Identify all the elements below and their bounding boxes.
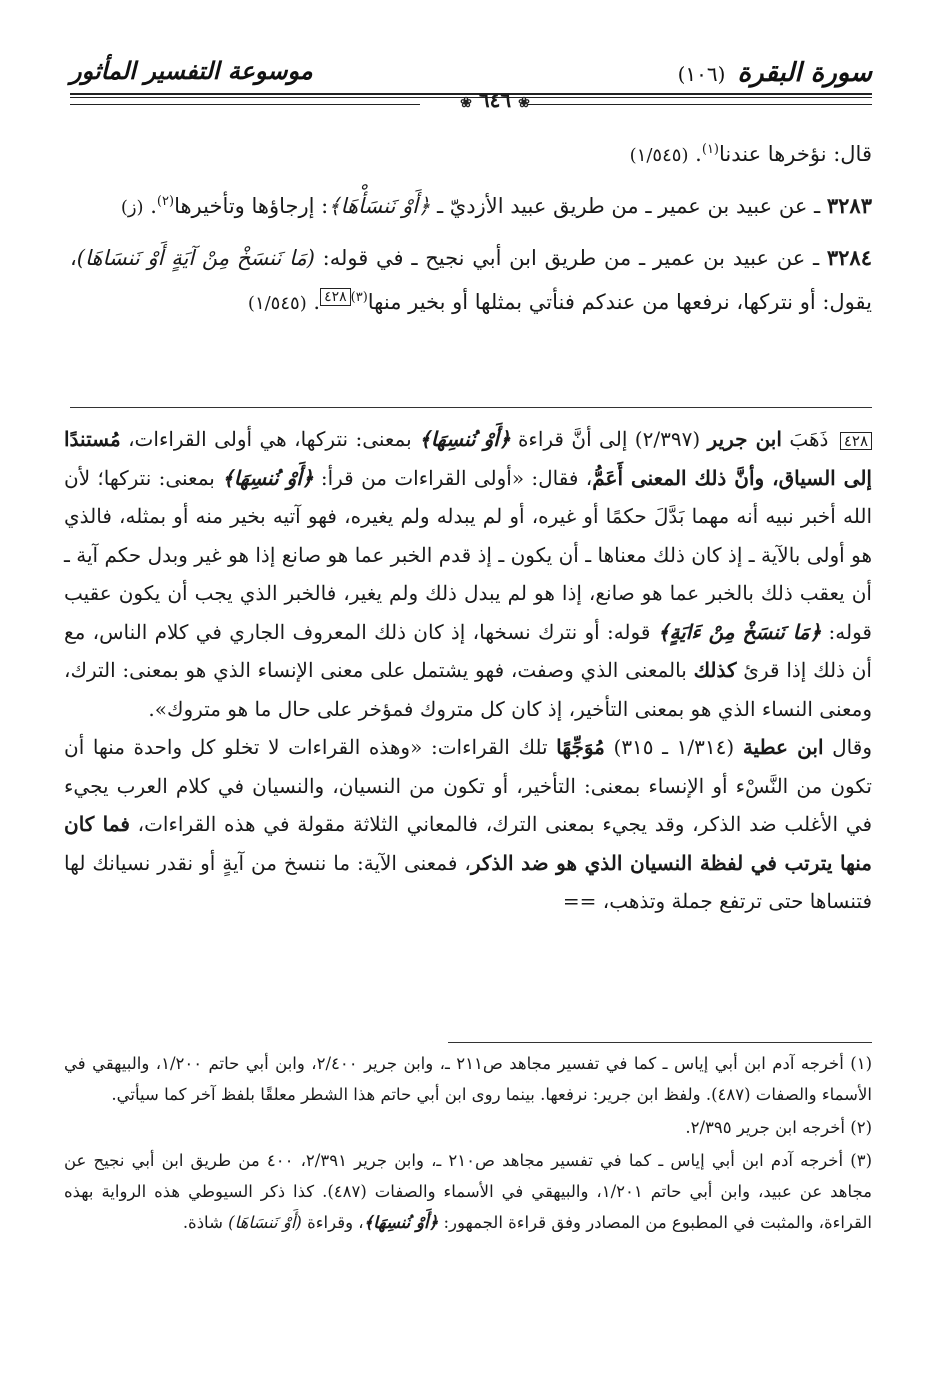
commentary-box-number: ٤٢٨ [840,432,872,450]
narration-chain: ـ عن عبيد بن عمير ـ من طريق ابن أبي نجيح ـ في قوله: [314,246,827,270]
source-reference: (١/٥٤٥) [629,145,689,166]
quran-quote: (مَا نَنسَخْ مِنْ آيَةٍ أَوْ نَنسَاهَا) [76,246,315,270]
narration-text: : إرجاؤها وتأخيرها [174,194,329,218]
quran-quote: ﴿أَوْ نَنسَأْهَا﴾ [328,194,431,218]
text: شاذة. [182,1213,229,1232]
source-reference: (١/٥٤٥) [247,293,307,314]
footnotes [64,1048,872,1240]
quran-quote: ﴿أَوْ نُنسِهَا﴾ [222,465,314,490]
main-text [70,132,872,332]
surah-heading [678,58,872,88]
book-title: موسوعة التفسير المأثور [70,56,313,85]
continuation-line [70,132,872,178]
footnote-separator [448,1042,872,1043]
text: ، وقراءة [301,1213,364,1232]
scholar-name: ابن عطية [742,735,824,759]
footnote-2: (٢) أخرجه ابن جرير ٢/٣٩٥. [685,1118,872,1137]
continuation-text: قال: نؤخرها عندنا [719,142,872,166]
page-number-rule-left [70,104,420,105]
text: (٢/٣٩٧) إلى أنَّ قراءة [510,427,708,451]
quran-quote: ﴿أَوْ نُنسِهَا﴾ [363,1213,439,1232]
text: (١/٣١٤ ـ ٣١٥) [604,735,743,759]
commentary-box-marker: ٤٢٨ [320,288,351,306]
text: بمعنى: نتركها، هي أولى القراءات، [120,427,420,451]
commentary-ibn-atiyya [64,728,872,921]
surah-title: سورة البقرة [737,58,872,88]
footnote-marker: (٢) [156,194,175,209]
text: بالمعنى الذي وصفت، فهو يشتمل على معنى الإنساء الذي هو بمعنى: الترك، ومعنى النساء الذي هو بمعنى التأخير، إذ كان كل متروك فمؤخر على حال ما هو متروك». [64,658,872,721]
source-reference: (ز) [120,197,144,218]
commentary-separator [70,407,872,408]
narration-text: ، يقول: أو نتركها، نرفعها من عندكم فنأتي بمثلها أو بخير منها [70,246,872,314]
verse-reference: (١٠٦) [677,62,726,86]
narration-chain: ـ عن عبيد بن عمير ـ من طريق عبيد الأزديّ ـ [430,194,827,218]
text: ، فقال: «أولى القراءات من قرأ: [313,465,593,490]
narration-number: ٣٢٨٤ [826,245,872,270]
commentary-section [64,420,872,921]
emphasis: مُوَجِّهًا [556,735,605,759]
emphasis: كذلك [693,658,737,682]
text: تلك القراءات: «وهذه القراءات لا تخلو كل واحدة منها أن تكون من النَّسْء أو الإنساء بمعنى: التأخير، أو تكون من النسيان، والنسيان في كلام العرب يجيء في الأغلب ضد الذكر، وقد يجيء بمعنى الترك، فالمعاني الثلاثة مقولة في هذه القراءات، [64,735,873,836]
text: ذَهَبَ [781,427,836,451]
ornament-icon: ❀ [460,95,472,111]
text: بمعنى: نتركها؛ لأن الله أخبر نبيه أنه مهما بَدَّلَ حكمًا أو غيره، أو لم يبدله ولم يغيره، فهو آتيه بخير منه أو بمثله، فالذي هو أولى بالآية ـ إذ كان ذلك معناها ـ أن يكون ـ إذ قدم الخبر عما هو صانع إذا هو غير وبدل حكم آية ـ أن يعقب ذلك بالخبر عما هو صانع، إذا هو لم يبدل ذلك ولم يغير، فالخبر الذي يجب أن يكون عقيب قوله: [64,465,872,644]
book-heading [70,56,313,85]
emphasis: مُستندًا إلى السياق، وأنَّ ذلك المعنى أَعَمُّ [64,427,872,490]
page-number-block [425,88,565,112]
scholar-name: ابن جرير [707,427,782,451]
narration-number: ٣٢٨٣ [826,193,872,218]
footnote-1: (١) أخرجه آدم ابن أبي إياس ـ كما في تفسير مجاهد ص٢١١ ـ، وابن جرير ٢/٤٠٠، وابن أبي حاتم ١/٢٠٠، والبيهقي في الأسماء والصفات (٤٨٧). ولفظ ابن جرير: نرفعها. بينما روى ابن أبي حاتم هذا الشطر معلقًا بلفظ آخر كما سيأتي. [64,1054,872,1104]
quran-quote: (أَوْ نَنسَاهَا) [228,1213,302,1232]
page-number-row [70,88,872,118]
footnote-marker: (١) [701,142,719,157]
narration-3283 [70,184,872,230]
narration-3284 [70,236,872,326]
commentary-ibn-jarir [64,420,872,728]
text: وقال [823,735,872,759]
footnote-marker: (٣) [350,290,368,305]
text: قوله: أو نترك نسخها، إذ كان ذلك المعروف الجاري في كلام الناس، مع أن ذلك إذا قرئ [64,619,872,682]
emphasis: فما كان منها يترتب في لفظة النسيان الذي هو ضد الذكر [64,812,873,875]
quran-quote: ﴿مَا نَنسَخْ مِنْ ءَايَةٍ﴾ [657,619,822,644]
page-number-rule-right [527,104,872,105]
text: ، فمعنى الآية: ما ننسخ من آيةٍ أو نقدر نسيانك لها فتنساها حتى ترتفع جملة وتذهب، == [64,850,872,913]
quran-quote: ﴿أَوْ نُنسِهَا﴾ [419,427,511,451]
footnote-3 [64,1145,872,1238]
punctuation: . [695,142,702,166]
punctuation: . [143,194,157,218]
ornament-icon: ❀ [518,95,530,111]
text: (٣) أخرجه آدم ابن أبي إياس ـ كما في تفسير مجاهد ص٢١٠ ـ، وابن جرير ٢/٣٩١، ٤٠٠ من طريق ابن أبي نجيح عن مجاهد عن عبيد، وابن أبي حاتم ١/٢٠١، والبيهقي في الأسماء والصفات (٤٨٧). كذا ذكر السيوطي هذه الرواية بهذه القراءة، والمثبت في المطبوع من المصادر وفق قراءة الجمهور: [64,1151,872,1232]
page-number: ٦٤٦ [478,88,512,112]
punctuation: . [306,290,321,314]
